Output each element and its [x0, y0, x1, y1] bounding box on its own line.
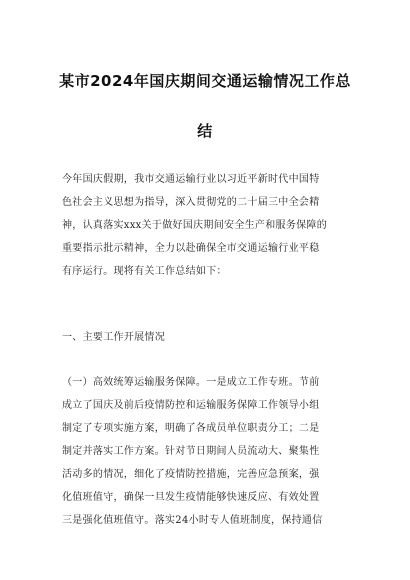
- intro-line: 今年国庆假期，我市交通运输行业以习近平新时代中国特: [62, 174, 320, 185]
- section-1-line: 活动多的情况，细化了疫情防控措施，完善应急预案，强: [62, 469, 320, 480]
- section-1-line: 三是强化值班值守。落实24小时专人值班制度，保持通信: [62, 515, 323, 526]
- intro-paragraph: [62, 168, 352, 283]
- section-1-line: 制定并落实工作方案。针对节日期间人员流动大、聚集性: [62, 446, 320, 457]
- section-1-line: 成立了国庆及前后疫情防控和运输服务保障工作领导小组: [62, 400, 320, 411]
- intro-line: 色社会主义思想为指导，深入贯彻党的二十届三中全会精: [62, 197, 320, 208]
- section-1-paragraph: [62, 371, 352, 532]
- document-title-line-2: 结: [197, 122, 213, 140]
- section-1-line: 化值班值守，确保一旦发生疫情能够快速反应、有效处置: [62, 492, 320, 503]
- section-1-line: （一）高效统筹运输服务保障。一是成立工作专班。节前: [62, 377, 320, 388]
- section-heading-1: [62, 326, 352, 349]
- section-heading-text: 一、主要工作开展情况: [62, 332, 165, 343]
- intro-line: 神，认真落实xxx关于做好国庆期间安全生产和服务保障的: [62, 220, 328, 231]
- intro-line: 有序运行。现将有关工作总结如下：: [62, 266, 227, 277]
- intro-line: 重要指示批示精神，全力以赴确保全市交通运输行业平稳: [62, 243, 320, 254]
- section-1-line: 制定了专项实施方案，明确了各成员单位职责分工；二是: [62, 423, 320, 434]
- document-title-line-1: 某市2024年国庆期间交通运输情况工作总: [59, 72, 351, 90]
